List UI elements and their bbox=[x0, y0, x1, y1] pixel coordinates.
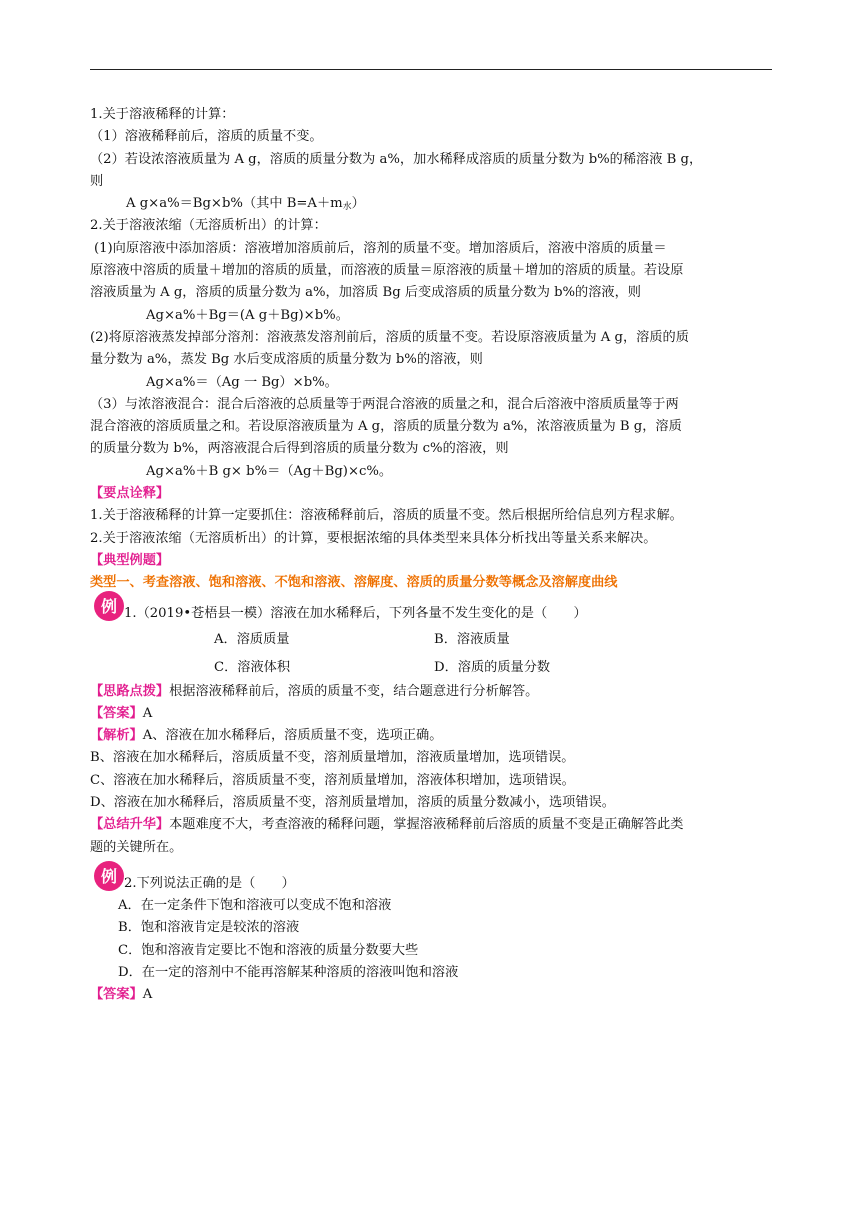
option-a: A．溶质质量 bbox=[214, 631, 290, 647]
text-line: 则 bbox=[90, 173, 104, 189]
text-line: （1）溶液稀释前后，溶质的质量不变。 bbox=[90, 129, 323, 145]
question-2-stem bbox=[90, 865, 772, 895]
answer-line bbox=[90, 984, 772, 1006]
analysis-line bbox=[90, 725, 772, 747]
examples-heading: 【典型例题】 bbox=[90, 552, 170, 568]
question-1-options-row-2 bbox=[90, 653, 772, 681]
header-rule bbox=[90, 69, 772, 70]
document-body bbox=[90, 104, 772, 1006]
option-b: B．饱和溶液肯定是较浓的溶液 bbox=[118, 920, 300, 936]
example-badge-icon bbox=[92, 589, 128, 625]
option-b: B．溶液质量 bbox=[434, 631, 510, 647]
analysis-line: D、溶液在加水稀释后，溶质质量不变，溶剂质量增加，溶质的质量分数减小，选项错误。 bbox=[90, 795, 615, 811]
svg-text:例: 例 bbox=[100, 866, 118, 886]
text-line: 量分数为 a%，蒸发 Bg 水后变成溶质的质量分数为 b%的溶液，则 bbox=[90, 352, 483, 368]
question-text: 1.（2019•苍梧县一模）溶液在加水稀释后，下列各量不发生变化的是（ ） bbox=[124, 605, 587, 621]
text-line: 混合溶液的溶质质量之和。若设原溶液质量为 A g，溶质的质量分数为 a%，浓溶液质量为 B g，溶质 bbox=[90, 419, 682, 435]
option-d: D．溶质的质量分数 bbox=[434, 659, 551, 675]
formula-line: Ag×a%＋B g× b%＝（Ag＋Bg)×c%。 bbox=[146, 463, 393, 479]
svg-text:例: 例 bbox=[100, 596, 118, 616]
answer-text: A bbox=[142, 705, 153, 721]
key-point-item: 2.关于溶液浓缩（无溶质析出）的计算，要根据浓缩的具体类型来具体分析找出等量关系来解决。 bbox=[90, 530, 657, 546]
summary-line bbox=[90, 814, 772, 836]
example-badge-icon bbox=[92, 859, 128, 895]
hint-text: 根据溶液稀释前后，溶质的质量不变，结合题意进行分析解答。 bbox=[169, 683, 539, 699]
text-line: （3）与浓溶液混合：混合后溶液的总质量等于两混合溶液的质量之和，混合后溶液中溶质质量等于两 bbox=[90, 396, 679, 412]
formula-line: Ag×a%＋Bg＝(A g＋Bg)×b%。 bbox=[146, 307, 349, 323]
hint-label: 【思路点拨】 bbox=[90, 683, 170, 699]
option-d: D．在一定的溶剂中不能再溶解某种溶质的溶液叫饱和溶液 bbox=[118, 964, 459, 980]
question-text: 2.下列说法正确的是（ ） bbox=[124, 875, 295, 891]
summary-text: 本题难度不大，考查溶液的稀释问题，掌握溶液稀释前后溶质的质量不变是正确解答此类 bbox=[169, 817, 684, 833]
text-line: 溶液质量为 A g，溶质的质量分数为 a%，加溶质 Bg 后变成溶质的质量分数为 b%的溶液，则 bbox=[90, 285, 641, 301]
summary-line: 题的关键所在。 bbox=[90, 839, 183, 855]
analysis-text: A、溶液在加水稀释后，溶质质量不变，选项正确。 bbox=[142, 728, 443, 744]
text-line: 的质量分数为 b%，两溶液混合后得到溶质的质量分数为 c%的溶液，则 bbox=[90, 441, 509, 457]
formula-subscript: 水 bbox=[342, 202, 352, 213]
answer-label: 【答案】 bbox=[90, 705, 143, 721]
analysis-line: B、溶液在加水稀释后，溶质质量不变，溶剂质量增加，溶液质量增加，选项错误。 bbox=[90, 750, 575, 766]
text-line: （2）若设浓溶液质量为 A g，溶质的质量分数为 a%，加水稀释成溶质的质量分数为 b%的稀溶液 B g， bbox=[90, 151, 703, 167]
type-heading: 类型一、考查溶液、饱和溶液、不饱和溶液、溶解度、溶质的质量分数等概念及溶解度曲线 bbox=[90, 575, 618, 591]
analysis-line: C、溶液在加水稀释后，溶质质量不变，溶剂质量增加，溶液体积增加，选项错误。 bbox=[90, 772, 575, 788]
question-1-options-row-1 bbox=[90, 625, 772, 653]
text-line: 1.关于溶液稀释的计算： bbox=[90, 107, 235, 122]
option-c: C．溶液体积 bbox=[214, 659, 291, 675]
key-points-heading: 【要点诠释】 bbox=[90, 486, 170, 502]
formula-line: Ag×a%＝（Ag 一 Bg）×b%。 bbox=[146, 374, 338, 390]
text-line: (2)将原溶液蒸发掉部分溶剂：溶液蒸发溶剂前后，溶质的质量不变。若设原溶液质量为 A g，溶质的质 bbox=[90, 329, 689, 345]
formula-text: A g×a%＝Bg×b%（其中 B=A＋m bbox=[126, 196, 343, 212]
option-c: C．饱和溶液肯定要比不饱和溶液的质量分数要大些 bbox=[118, 942, 419, 958]
question-1-stem bbox=[90, 595, 772, 625]
text-line: 2.关于溶液浓缩（无溶质析出）的计算： bbox=[90, 218, 327, 234]
option-a: A．在一定条件下饱和溶液可以变成不饱和溶液 bbox=[118, 897, 392, 913]
formula-close: ） bbox=[351, 196, 365, 212]
formula-line bbox=[90, 193, 772, 215]
answer-line bbox=[90, 703, 772, 725]
text-line: (1)向原溶液中添加溶质：溶液增加溶质前后，溶剂的质量不变。增加溶质后，溶液中溶质的质量＝ bbox=[94, 240, 667, 256]
answer-text: A bbox=[142, 987, 153, 1003]
summary-label: 【总结升华】 bbox=[90, 817, 170, 833]
text-line: 原溶液中溶质的质量＋增加的溶质的质量，而溶液的质量＝原溶液的质量＋增加的溶质的质量。若设原 bbox=[90, 263, 684, 279]
hint-line bbox=[90, 681, 772, 703]
key-point-item: 1.关于溶液稀释的计算一定要抓住：溶液稀释前后，溶质的质量不变。然后根据所给信息列方程求解。 bbox=[90, 508, 683, 524]
analysis-label: 【解析】 bbox=[90, 728, 143, 744]
answer-label: 【答案】 bbox=[90, 987, 143, 1003]
